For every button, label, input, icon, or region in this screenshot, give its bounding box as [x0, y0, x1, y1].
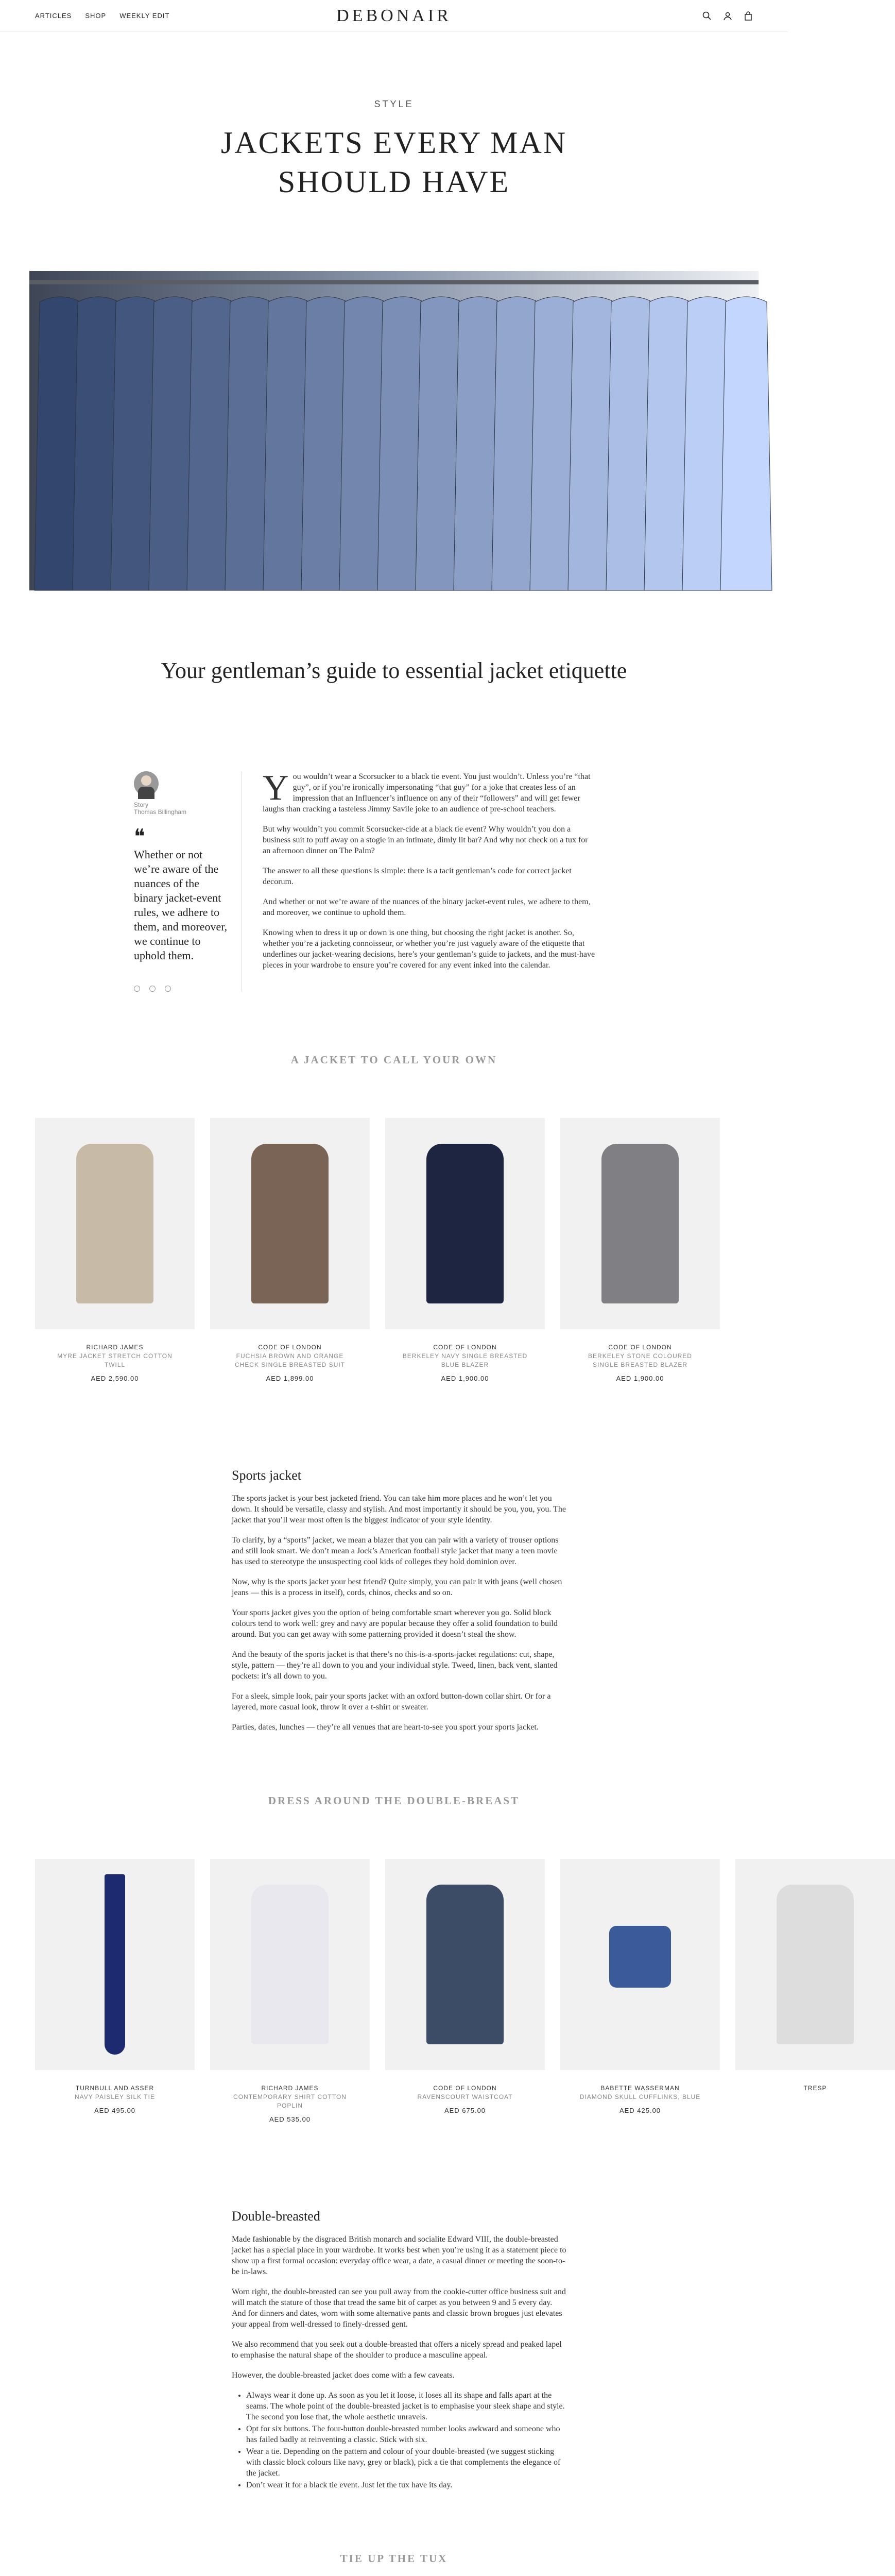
product-image[interactable] — [210, 1118, 370, 1329]
paragraph: And the beauty of the sports jacket is that there’s no this-is-a-sports-jacket regulations: cut, shape, style, pattern — they’re all down to you and your individual style. Tweed, linen, back vent, slanted pockets: it’s all down to you. — [232, 1650, 558, 1681]
nav-shop[interactable]: SHOP — [85, 12, 107, 20]
product-image[interactable] — [560, 1118, 720, 1329]
product-image[interactable] — [385, 1118, 545, 1329]
paragraph: Your sports jacket gives you the option of being comfortable smart wherever you go. Solid block colours tend to work well: grey and navy are popular because they offer a solid foundation to build around. But you can get away with some patterning provided it doesn’t steal the show. — [232, 1608, 558, 1639]
product-card[interactable] — [210, 1118, 370, 1382]
intro-paragraph: And whether or not we’re aware of the nuances of the binary jacket-event rules, we adhere to them, and moreover, we continue to uphold them. — [263, 897, 591, 917]
product-price: AED 675.00 — [444, 2107, 486, 2114]
site-logo[interactable]: DEBONAIR — [336, 6, 452, 25]
paragraph: For a sleek, simple look, pair your sports jacket with an oxford button-down collar shirt. Or for a layered, more casual look, throw it over a t-shirt or sweater. — [232, 1692, 551, 1711]
product-image[interactable] — [560, 1859, 720, 2070]
nav-articles[interactable]: ARTICLES — [35, 12, 72, 20]
product-carousel — [35, 1859, 827, 2123]
product-price: AED 495.00 — [94, 2107, 136, 2114]
product-shape — [426, 1144, 504, 1303]
product-brand[interactable]: CODE OF LONDON — [608, 1344, 672, 1351]
intro-text — [263, 768, 597, 992]
share-icons — [134, 986, 230, 992]
author-name[interactable]: Thomas Billingham — [134, 808, 187, 816]
product-shape — [601, 1144, 679, 1303]
search-icon[interactable] — [702, 11, 712, 21]
product-image[interactable] — [735, 1859, 895, 2070]
product-brand[interactable]: TURNBULL AND ASSER — [75, 2084, 154, 2092]
product-image[interactable] — [35, 1118, 195, 1329]
intro-paragraph: ou wouldn’t wear a Scorsucker to a black tie event. You just wouldn’t. Unless you’re “that guy”, or if you’re ironically impersonating “that guy” for a joke that creates less of an impression that an Influencer’s influence on any of their “followers” and will get fewer laughs than cracking a tasteless Jimmy Savile joke to an audience of pre-school teachers. — [263, 772, 591, 814]
list-item: • Always wear it done up. As soon as you let it loose, it loses all its shape and falls apart at the seams. The whole point of the double-breasted jacket is to emphasise your sleek shape and style. The second you lose that, the whole aesthetic unravels. — [246, 2390, 566, 2422]
section-heading: DRESS AROUND THE DOUBLE-BREAST — [268, 1794, 520, 1807]
hero — [0, 32, 788, 201]
section-heading: TIE UP THE TUX — [340, 2552, 448, 2565]
product-brand[interactable]: CODE OF LONDON — [433, 1344, 497, 1351]
product-name[interactable]: BERKELEY STONE COLOURED SINGLE BREASTED BLAZER — [588, 1352, 692, 1368]
product-price: AED 1,900.00 — [441, 1375, 489, 1382]
quote-icon: ❝ — [134, 825, 145, 848]
product-card[interactable] — [35, 1859, 195, 2123]
sports-jacket-article — [232, 1470, 566, 1733]
product-card[interactable] — [735, 1859, 895, 2123]
product-card[interactable] — [385, 1859, 545, 2123]
pinterest-icon[interactable] — [165, 986, 171, 992]
article-intro — [134, 768, 654, 992]
product-name[interactable]: CONTEMPORARY SHIRT COTTON POPLIN — [233, 2093, 347, 2109]
product-name[interactable]: NAVY PAISLEY SILK TIE — [75, 2093, 155, 2100]
page-title: JACKETS EVERY MAN SHOULD HAVE — [220, 126, 567, 199]
section-title: Double-breasted — [232, 2209, 320, 2224]
drop-cap: Y — [263, 768, 289, 808]
product-brand[interactable]: BABETTE WASSERMAN — [600, 2084, 680, 2092]
nav-weekly-edit[interactable]: WEEKLY EDIT — [119, 12, 170, 20]
header-tools — [702, 11, 753, 21]
author-kicker: Story — [134, 801, 149, 808]
product-brand[interactable]: CODE OF LONDON — [433, 2084, 497, 2092]
double-breasted-article — [232, 2211, 566, 2490]
list-item: • Don’t wear it for a black tie event. Just let the tux have its day. — [246, 2480, 566, 2490]
product-price: AED 2,590.00 — [91, 1375, 139, 1382]
author-avatar[interactable] — [134, 771, 159, 796]
product-name[interactable]: BERKELEY NAVY SINGLE BREASTED BLUE BLAZER — [402, 1352, 528, 1368]
list-item: • Opt for six buttons. The four-button double-breasted number looks awkward and someone who has failed badly at reinventing a classic. Stick with six. — [246, 2424, 566, 2445]
product-shape — [251, 1885, 329, 2044]
paragraph: To clarify, by a “sports” jacket, we mean a blazer that you can pair with a variety of trouser options and still look smart. We don’t mean a Jock’s American football style jacket that many a teen movie has used to stereotype the unsuspecting cool kids of colleges they hold dominion over. — [232, 1536, 559, 1566]
paragraph: Worn right, the double-breasted can see you pull away from the cookie-cutter office business suit and will match the stature of those that tread the same bit of carpet as you between 9 and 5 every day. And for dinners and dates, worn with some alternative pants and classic brown brogues just elevates your appeal from well-dressed to finely-dressed gent. — [232, 2287, 566, 2329]
user-icon[interactable] — [723, 11, 732, 21]
product-image[interactable] — [35, 1859, 195, 2070]
article-category[interactable]: STYLE — [374, 99, 414, 109]
product-brand[interactable]: CODE OF LONDON — [258, 1344, 322, 1351]
product-card[interactable] — [385, 1118, 545, 1382]
product-name[interactable]: DIAMOND SKULL CUFFLINKS, BLUE — [579, 2093, 701, 2100]
product-card[interactable] — [210, 1859, 370, 2123]
article-subtitle: Your gentleman’s guide to essential jacket etiquette — [161, 658, 627, 683]
product-card[interactable] — [560, 1859, 720, 2123]
product-shape — [251, 1144, 329, 1303]
section-title: Sports jacket — [232, 1468, 302, 1483]
caveat-list — [246, 2390, 566, 2490]
product-name[interactable]: RAVENSCOURT WAISTCOAT — [417, 2093, 513, 2100]
product-price: AED 1,899.00 — [266, 1375, 314, 1382]
twitter-icon[interactable] — [149, 986, 156, 992]
bag-icon[interactable] — [744, 11, 753, 21]
list-item: • Wear a tie. Depending on the pattern and colour of your double-breasted (we suggest sticking with classic block colours like navy, grey or black), pick a tie that complements the elegance of the jacket. — [246, 2446, 566, 2479]
paragraph: The sports jacket is your best jacketed friend. You can take him more places and he won’t let you down. It should be versatile, classy and stylish. And most importantly it should be you, you, you. The jacket that you’ll wear most often is the biggest indicator of your style identity. — [232, 1494, 566, 1524]
product-brand[interactable]: RICHARD JAMES — [86, 1344, 144, 1351]
hanging-jacket — [720, 297, 772, 590]
section-heading: A JACKET TO CALL YOUR OWN — [290, 1054, 497, 1066]
product-brand[interactable]: RICHARD JAMES — [261, 2084, 319, 2092]
product-image[interactable] — [210, 1859, 370, 2070]
product-shape — [609, 1926, 671, 1988]
pull-quote: Whether or not we’re aware of the nuances of the binary jacket-event rules, we adhere to them, and moreover, we continue to uphold them. — [134, 848, 228, 962]
paragraph: Made fashionable by the disgraced British monarch and socialite Edward VIII, the double-breasted jacket has a special place in your wardrobe. It works best when you’re using it as a statement piece to show up a first formal occasion: everyday office wear, a date, a casual dinner or meeting the soon-to-be in-laws. — [232, 2235, 566, 2276]
product-price: AED 535.00 — [269, 2115, 311, 2123]
paragraph: Parties, dates, lunches — they’re all venues that are heart-to-see you sport your sports jacket. — [232, 1723, 539, 1732]
product-name[interactable]: FUCHSIA BROWN AND ORANGE CHECK SINGLE BREASTED SUIT — [234, 1352, 346, 1368]
product-carousel — [35, 1118, 788, 1382]
paragraph: However, the double-breasted jacket does come with a few caveats. — [232, 2371, 455, 2380]
product-price: AED 425.00 — [619, 2107, 661, 2114]
product-image[interactable] — [385, 1859, 545, 2070]
facebook-icon[interactable] — [134, 986, 140, 992]
paragraph: We also recommend that you seek out a double-breasted that offers a nicely spread and peaked lapel to emphasise the natural shape of the shoulder to produce a masculine appeal. — [232, 2340, 562, 2360]
main-nav — [35, 12, 169, 20]
paragraph: Now, why is the sports jacket your best friend? Quite simply, you can pair it with jeans (well chosen jeans — this is a process in itself), cords, chinos, checks and so on. — [232, 1578, 562, 1597]
product-shape — [76, 1144, 153, 1303]
product-brand[interactable]: TRESP — [803, 2084, 827, 2092]
intro-paragraph: But why wouldn’t you commit Scorsucker-cide at a black tie event? Why wouldn’t you don a business suit to puff away on a stogie in an intimate, dimly lit bar? And why not check on a tux for an afternoon dinner on The Palm? — [263, 825, 588, 855]
hero-image-jackets-rack — [29, 271, 759, 590]
product-card[interactable] — [35, 1118, 195, 1382]
product-shape — [777, 1885, 854, 2044]
intro-paragraph: Knowing when to dress it up or down is one thing, but choosing the right jacket is another. So, whether you’re a jacketing connoisseur, or whether you’re just vaguely aware of the etiquette that underlines our jacket-wearing decisions, here’s your gentleman’s guide to jackets, and the must-have pieces in your wardrobe to ensure you’re covered for any event inked into the calendar. — [263, 928, 595, 970]
site-header — [0, 0, 788, 32]
product-price: AED 1,900.00 — [616, 1375, 664, 1382]
product-shape — [426, 1885, 504, 2044]
product-name[interactable]: MYRE JACKET STRETCH COTTON TWILL — [57, 1352, 173, 1368]
article-sidebar — [134, 771, 242, 992]
intro-paragraph: The answer to all these questions is simple: there is a tacit gentleman’s code for correct jacket decorum. — [263, 867, 572, 886]
product-shape — [105, 1874, 125, 2055]
product-card[interactable] — [560, 1118, 720, 1382]
